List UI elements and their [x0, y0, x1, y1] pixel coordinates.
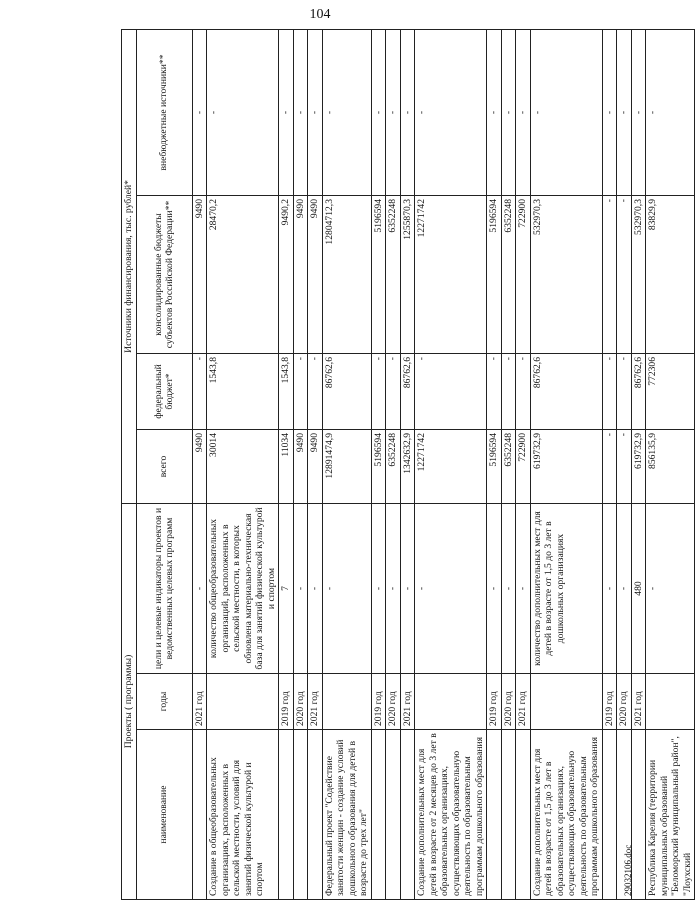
- row-federal-cell: 86762,6: [400, 353, 415, 429]
- row-federal-cell: -: [192, 353, 207, 429]
- row-name-cell: [371, 730, 386, 900]
- row-extrabudget-cell: -: [516, 29, 531, 195]
- row-name-cell: [386, 730, 401, 900]
- table-row: [371, 29, 386, 899]
- row-name-cell: [308, 730, 323, 900]
- row-indicator-cell: -: [322, 503, 371, 673]
- row-regional-cell: 83829,9: [646, 195, 695, 353]
- row-total-cell: 11034: [279, 429, 294, 503]
- table-row: [279, 29, 294, 899]
- row-regional-cell: 6352248: [501, 195, 516, 353]
- row-extrabudget-cell: -: [631, 29, 646, 195]
- row-year-cell: 2020 год: [501, 674, 516, 730]
- row-indicator-cell: количество общеобразовательных организаций, расположенных в сельской местности, в которых обновлена материально-техническая база для занятий физической культурой и спортом: [207, 503, 279, 673]
- row-federal-cell: 86762,6: [631, 353, 646, 429]
- row-extrabudget-cell: -: [207, 29, 279, 195]
- page-number: 104: [309, 7, 331, 22]
- table-row: [530, 29, 602, 899]
- row-extrabudget-cell: -: [646, 29, 695, 195]
- table-row: [308, 29, 323, 899]
- row-name-cell: [602, 730, 617, 900]
- row-name-cell: Создание дополнительных мест для детей в возрасте от 2 месяцев до 3 лет в образовательных организациях, осуществляющих образовательную деятельность по образовательным программам дошкольного образования: [415, 730, 487, 900]
- row-year-cell: 2021 год: [400, 674, 415, 730]
- row-year-cell: 2020 год: [617, 674, 632, 730]
- row-indicator-cell: -: [501, 503, 516, 673]
- row-federal-cell: -: [308, 353, 323, 429]
- projects-group-header: Проекты ( программы): [122, 503, 137, 899]
- row-year-cell: 2019 год: [279, 674, 294, 730]
- row-total-cell: 5196594: [371, 429, 386, 503]
- row-regional-cell: 722900: [516, 195, 531, 353]
- table-row: [487, 29, 502, 899]
- indicators-column-header: цели и целевые индикаторы проектов и ведомственных целевых программ: [136, 503, 192, 673]
- row-extrabudget-cell: -: [415, 29, 487, 195]
- row-extrabudget-cell: -: [487, 29, 502, 195]
- row-extrabudget-cell: -: [308, 29, 323, 195]
- table-row: [617, 29, 632, 899]
- row-federal-cell: -: [516, 353, 531, 429]
- row-year-cell: 2020 год: [386, 674, 401, 730]
- row-regional-cell: 6352248: [386, 195, 401, 353]
- row-extrabudget-cell: -: [192, 29, 207, 195]
- row-name-cell: [192, 730, 207, 900]
- row-indicator-cell: 7: [279, 503, 294, 673]
- table-row: [646, 29, 695, 899]
- row-indicator-cell: -: [400, 503, 415, 673]
- row-total-cell: 9490: [293, 429, 308, 503]
- row-federal-cell: -: [487, 353, 502, 429]
- row-regional-cell: 12271742: [415, 195, 487, 353]
- row-extrabudget-cell: -: [293, 29, 308, 195]
- row-year-cell: [646, 674, 695, 730]
- row-indicator-cell: -: [646, 503, 695, 673]
- row-federal-cell: -: [415, 353, 487, 429]
- row-name-cell: Республика Карелия (территории муниципальных образований "Беломорский муниципальный район", "Лоухский: [646, 730, 695, 900]
- row-name-cell: Создание дополнительных мест для детей в возрасте от 1,5 до 3 лет в образовательных организациях, осуществляющих образовательную деятельность по образовательным программам дошкольного образования: [530, 730, 602, 900]
- table-row: [322, 29, 371, 899]
- name-column-header: наименование: [136, 730, 192, 900]
- row-name-cell: [400, 730, 415, 900]
- row-year-cell: 2021 год: [308, 674, 323, 730]
- table-row: [400, 29, 415, 899]
- row-federal-cell: -: [293, 353, 308, 429]
- table-row: [516, 29, 531, 899]
- row-regional-cell: 1255870,3: [400, 195, 415, 353]
- row-total-cell: 9490: [308, 429, 323, 503]
- row-regional-cell: -: [602, 195, 617, 353]
- row-indicator-cell: -: [516, 503, 531, 673]
- row-federal-cell: 86762,6: [530, 353, 602, 429]
- regional-column-header: консолидированные бюджеты субъектов Российской Федерации**: [136, 195, 192, 353]
- row-total-cell: 619732,9: [530, 429, 602, 503]
- row-regional-cell: 9490: [308, 195, 323, 353]
- row-total-cell: 722900: [516, 429, 531, 503]
- row-total-cell: 1342632,9: [400, 429, 415, 503]
- years-column-header: годы: [136, 674, 192, 730]
- row-indicator-cell: -: [293, 503, 308, 673]
- row-total-cell: -: [617, 429, 632, 503]
- row-name-cell: [487, 730, 502, 900]
- table-row: [386, 29, 401, 899]
- row-name-cell: [631, 730, 646, 900]
- row-federal-cell: 1543,8: [207, 353, 279, 429]
- table-row: [293, 29, 308, 899]
- row-regional-cell: 5196594: [487, 195, 502, 353]
- row-regional-cell: 5196594: [371, 195, 386, 353]
- row-total-cell: 6352248: [386, 429, 401, 503]
- row-indicator-cell: количество дополнительных мест для детей в возрасте от 1,5 до 3 лет в дошкольных организациях: [530, 503, 602, 673]
- row-indicator-cell: -: [487, 503, 502, 673]
- row-federal-cell: 86762,6: [322, 353, 371, 429]
- row-total-cell: 12271742: [415, 429, 487, 503]
- row-name-cell: Создание в общеобразовательных организациях, расположенных в сельской местности, условий для занятий физической культурой и спортом: [207, 730, 279, 900]
- table-row: [501, 29, 516, 899]
- row-year-cell: 2021 год: [631, 674, 646, 730]
- row-year-cell: [415, 674, 487, 730]
- row-extrabudget-cell: -: [530, 29, 602, 195]
- row-regional-cell: 12804712,3: [322, 195, 371, 353]
- extrabudget-column-header: внебюджетные источники**: [136, 29, 192, 195]
- row-total-cell: 856135,9: [646, 429, 695, 503]
- table-body: [192, 29, 695, 899]
- row-indicator-cell: 480: [631, 503, 646, 673]
- row-extrabudget-cell: -: [501, 29, 516, 195]
- table-row: [207, 29, 279, 899]
- row-total-cell: 9490: [192, 429, 207, 503]
- row-year-cell: 2019 год: [371, 674, 386, 730]
- row-regional-cell: 28470,2: [207, 195, 279, 353]
- total-column-header: всего: [136, 429, 192, 503]
- row-year-cell: [530, 674, 602, 730]
- row-federal-cell: -: [501, 353, 516, 429]
- row-year-cell: 2020 год: [293, 674, 308, 730]
- row-name-cell: [501, 730, 516, 900]
- row-federal-cell: 1543,8: [279, 353, 294, 429]
- row-indicator-cell: -: [371, 503, 386, 673]
- row-federal-cell: -: [371, 353, 386, 429]
- footer-doc-code: 29032106.doc: [623, 844, 633, 896]
- row-regional-cell: 532970,3: [530, 195, 602, 353]
- row-total-cell: 6352248: [501, 429, 516, 503]
- row-extrabudget-cell: -: [602, 29, 617, 195]
- row-federal-cell: -: [617, 353, 632, 429]
- row-extrabudget-cell: -: [617, 29, 632, 195]
- row-indicator-cell: -: [386, 503, 401, 673]
- row-total-cell: 619732,9: [631, 429, 646, 503]
- row-indicator-cell: -: [617, 503, 632, 673]
- row-regional-cell: 532970,3: [631, 195, 646, 353]
- row-extrabudget-cell: -: [371, 29, 386, 195]
- row-regional-cell: 9490,2: [279, 195, 294, 353]
- row-indicator-cell: -: [192, 503, 207, 673]
- row-total-cell: 12891474,9: [322, 429, 371, 503]
- table-row: [631, 29, 646, 899]
- row-federal-cell: -: [602, 353, 617, 429]
- row-regional-cell: -: [617, 195, 632, 353]
- row-indicator-cell: -: [602, 503, 617, 673]
- row-extrabudget-cell: -: [386, 29, 401, 195]
- row-name-cell: [293, 730, 308, 900]
- row-total-cell: 30014: [207, 429, 279, 503]
- rotated-table-sheet: [121, 30, 693, 900]
- row-federal-cell: 772306: [646, 353, 695, 429]
- row-year-cell: 2021 год: [192, 674, 207, 730]
- row-regional-cell: 9490: [192, 195, 207, 353]
- row-indicator-cell: -: [415, 503, 487, 673]
- row-extrabudget-cell: -: [400, 29, 415, 195]
- row-extrabudget-cell: -: [322, 29, 371, 195]
- row-year-cell: [322, 674, 371, 730]
- row-extrabudget-cell: -: [279, 29, 294, 195]
- row-indicator-cell: -: [308, 503, 323, 673]
- row-regional-cell: 9490: [293, 195, 308, 353]
- funding-table: [121, 29, 695, 900]
- row-name-cell: Федеральный проект "Содействие занятости женщин - создание условий дошкольного образования для детей в возрасте до трех лет": [322, 730, 371, 900]
- row-year-cell: 2021 год: [516, 674, 531, 730]
- table-row: [602, 29, 617, 899]
- row-year-cell: 2019 год: [602, 674, 617, 730]
- row-total-cell: 5196594: [487, 429, 502, 503]
- table-row: [415, 29, 487, 899]
- table-row: [192, 29, 207, 899]
- funding-group-header: Источники финансирования, тыс. рублей*: [122, 29, 137, 503]
- row-total-cell: -: [602, 429, 617, 503]
- row-year-cell: 2019 год: [487, 674, 502, 730]
- row-name-cell: [516, 730, 531, 900]
- row-name-cell: [279, 730, 294, 900]
- federal-column-header: федеральный бюджет*: [136, 353, 192, 429]
- row-year-cell: [207, 674, 279, 730]
- row-federal-cell: -: [386, 353, 401, 429]
